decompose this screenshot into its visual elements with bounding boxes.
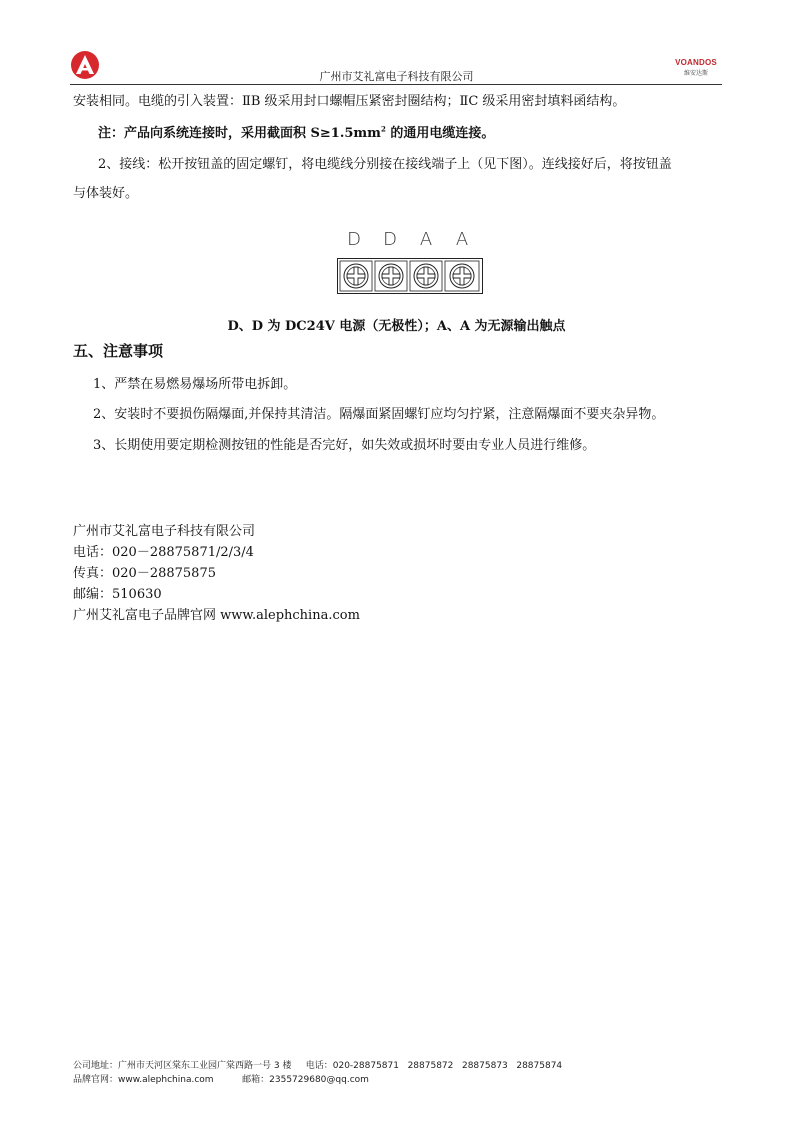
terminal-screw-icon	[445, 261, 479, 291]
terminal-label: A	[455, 229, 469, 250]
paragraph-cable-entry: 安装相同。电缆的引入装置：ⅡB 级采用封口螺帽压紧密封圈结构；ⅡC 级采用密封填料函结构。	[73, 94, 626, 109]
header-company-name: 广州市艾礼富电子科技有限公司	[319, 70, 474, 83]
contact-postcode: 邮编：510630	[73, 587, 162, 602]
note-superscript: 2	[380, 124, 386, 134]
diagram-caption: D、D 为 DC24V 电源（无极性）；A、A 为无源输出触点	[227, 319, 566, 334]
precaution-item: 2、安装时不要损伤隔爆面,并保持其清洁。隔爆面紧固螺钉应均匀拧紧，注意隔爆面不要夹杂异物。	[93, 407, 665, 422]
terminal-block-diagram	[337, 258, 483, 294]
note-text-post: 的通用电缆连接。	[385, 126, 495, 141]
terminal-screw-icon	[410, 261, 442, 291]
terminal-label: D	[383, 229, 397, 250]
terminal-screw-icon	[340, 261, 372, 291]
paragraph-wiring: 2、接线：松开按钮盖的固定螺钉，将电缆线分别接在接线端子上（见下图）。连线接好后，将按钮盖	[98, 157, 672, 172]
footer-web-email: 品牌官网：www.alephchina.com 邮箱：2355729680@qq.com	[73, 1075, 369, 1085]
header-divider	[70, 84, 722, 85]
precaution-item: 3、长期使用要定期检测按钮的性能是否完好，如失效或损坏时要由专业人员进行维修。	[93, 438, 596, 453]
precaution-item: 1、严禁在易燃易爆场所带电拆卸。	[93, 377, 297, 392]
brand-subtitle: 维安达斯	[683, 70, 708, 77]
footer-address: 公司地址：广州市天河区棠东工业园广棠西路一号 3 楼 电话：020-28875871 28875872 28875873 28875874	[73, 1061, 563, 1071]
terminal-label: A	[419, 229, 433, 250]
contact-phone: 电话：020－28875871/2/3/4	[73, 545, 254, 560]
note-text-pre: 注：产品向系统连接时，采用截面积 S≥1.5mm	[98, 126, 381, 141]
brand-logo	[672, 58, 720, 77]
section-title: 五、注意事项	[73, 342, 164, 360]
contact-fax: 传真：020－28875875	[73, 566, 216, 581]
terminal-label: D	[347, 229, 361, 250]
terminal-labels	[335, 229, 485, 253]
contact-website: 广州艾礼富电子品牌官网 www.alephchina.com	[73, 608, 360, 623]
brand-name: VOANDOS	[675, 58, 717, 67]
terminal-screw-icon	[375, 261, 407, 291]
contact-company: 广州市艾礼富电子科技有限公司	[73, 524, 256, 539]
note-cable-spec	[98, 122, 494, 141]
paragraph-wiring-cont: 与体装好。	[73, 186, 139, 201]
